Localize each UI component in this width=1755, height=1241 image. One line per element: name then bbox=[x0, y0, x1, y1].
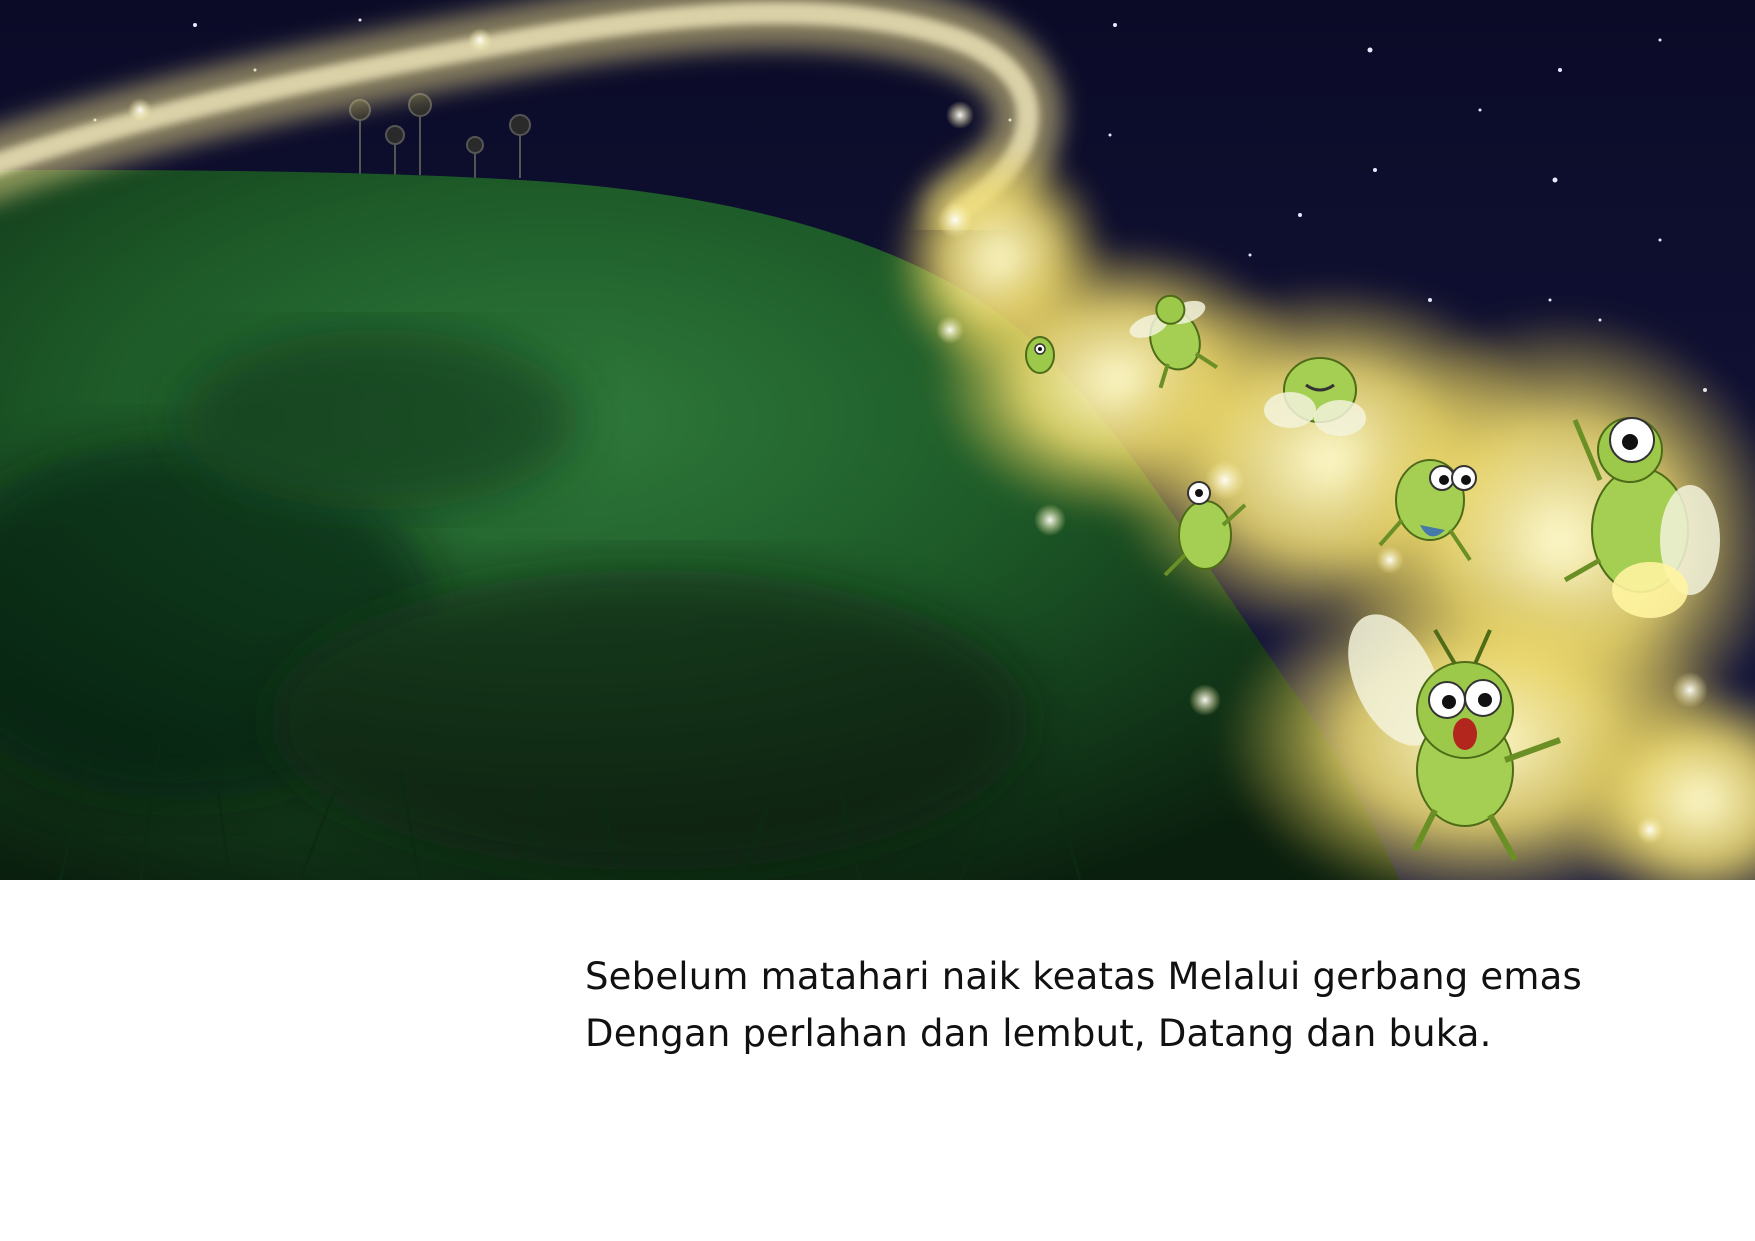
story-caption: Sebelum matahari naik keatas Melalui gerbang emas Dengan perlahan dan lembut, Datang dan buka. bbox=[585, 955, 1582, 1055]
firefly-small-1 bbox=[1026, 337, 1054, 373]
